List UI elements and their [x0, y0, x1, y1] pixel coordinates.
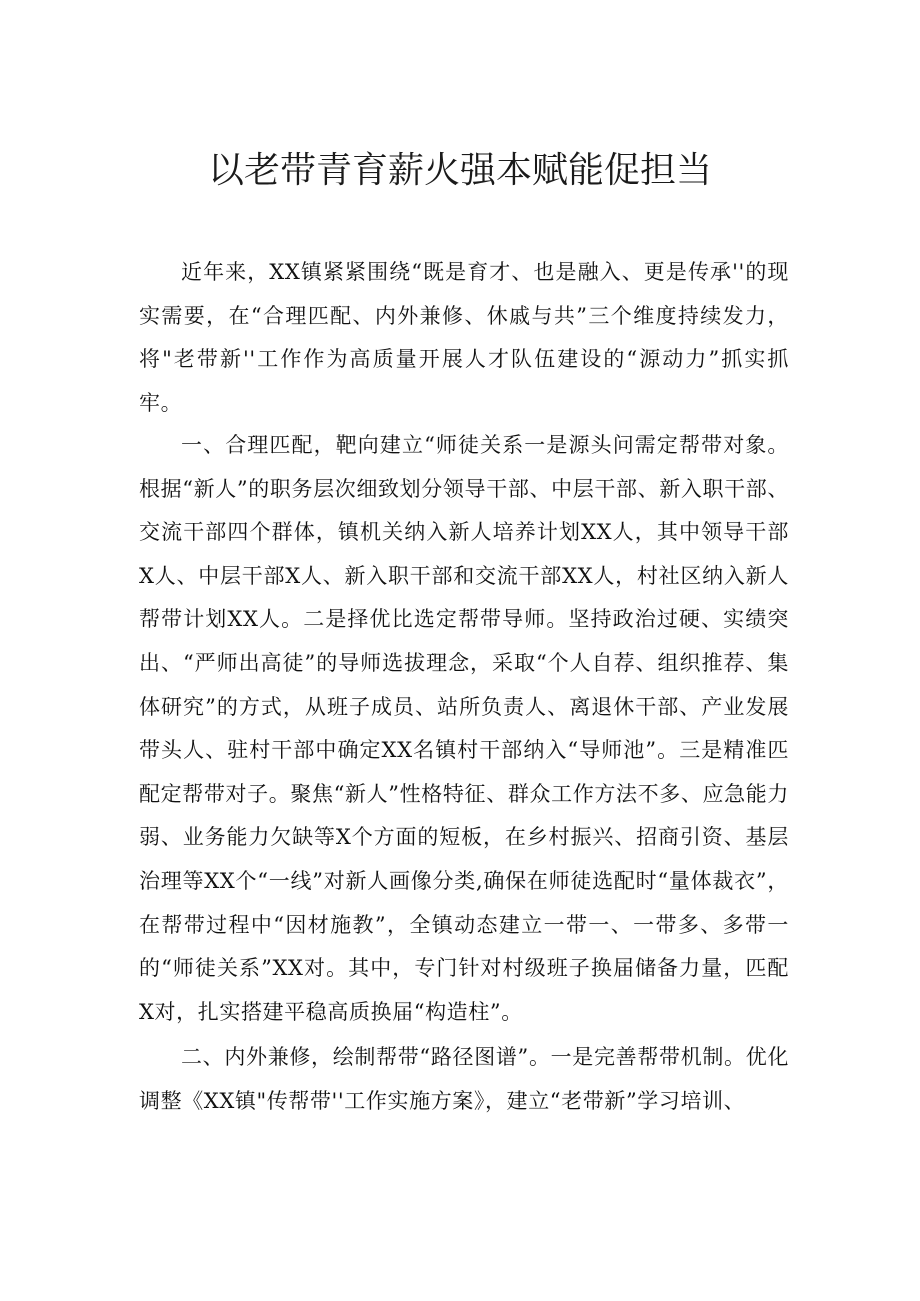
paragraph-text: 一、合理匹配，靶向建立“师徒关系一是源头问需定帮带对象。根据“新人”的职务层次细致划分领导干部、中层干部、新入职干部、交流干部四个群体，镇机关纳入新人培养计划XX人，其中领导干部X人、中层干部X人、新入职干部和交流干部XX人，村社区纳入新人帮带计划XX人。二是择优比选定帮带导师。坚持政治过硬、实绩突出、“严师出高徒”的导师选拔理念，采取“个人自荐、组织推荐、集体研究”的方式，从班子成员、站所负责人、离退休干部、产业发展带头人、驻村干部中确定XX名镇村干部纳入“导师池”。三是精准匹配定帮带对子。聚焦“新人”性格特征、群众工作方法不多、应急能力弱、业务能力欠缺等X个方面的短板，在乡村振兴、招商引资、基层治理等XX个“一线”对新人画像分类,确保在师徒选配时“量体裁衣”，在帮带过程中“因材施教”，全镇动态建立一带一、一带多、多带一的“师徒关系”XX对。其中，专门针对村级班子换届储备力量，匹配X对，扎实搭建平稳高质换届“构造柱”。: [139, 433, 789, 1024]
document-title: 以老带青育薪火强本赋能促担当: [207, 150, 712, 191]
paragraph-text: 二、内外兼修，绘制帮带“路径图谱”。一是完善帮带机制。优化调整《XX镇"传帮带''工作实施方案》，建立“老带新”学习培训、: [139, 1045, 789, 1113]
paragraph-intro: [139, 251, 789, 425]
paragraph-section-two: [139, 1036, 789, 1123]
paragraph-section-one: [139, 424, 789, 1034]
paragraph-text: 近年来，XX镇紧紧围绕“既是育才、也是融入、更是传承''的现实需要，在“合理匹配、内外兼修、休戚与共”三个维度持续发力，将"老带新''工作作为高质量开展人才队伍建设的“源动力”抓实抓牢。: [139, 260, 789, 415]
